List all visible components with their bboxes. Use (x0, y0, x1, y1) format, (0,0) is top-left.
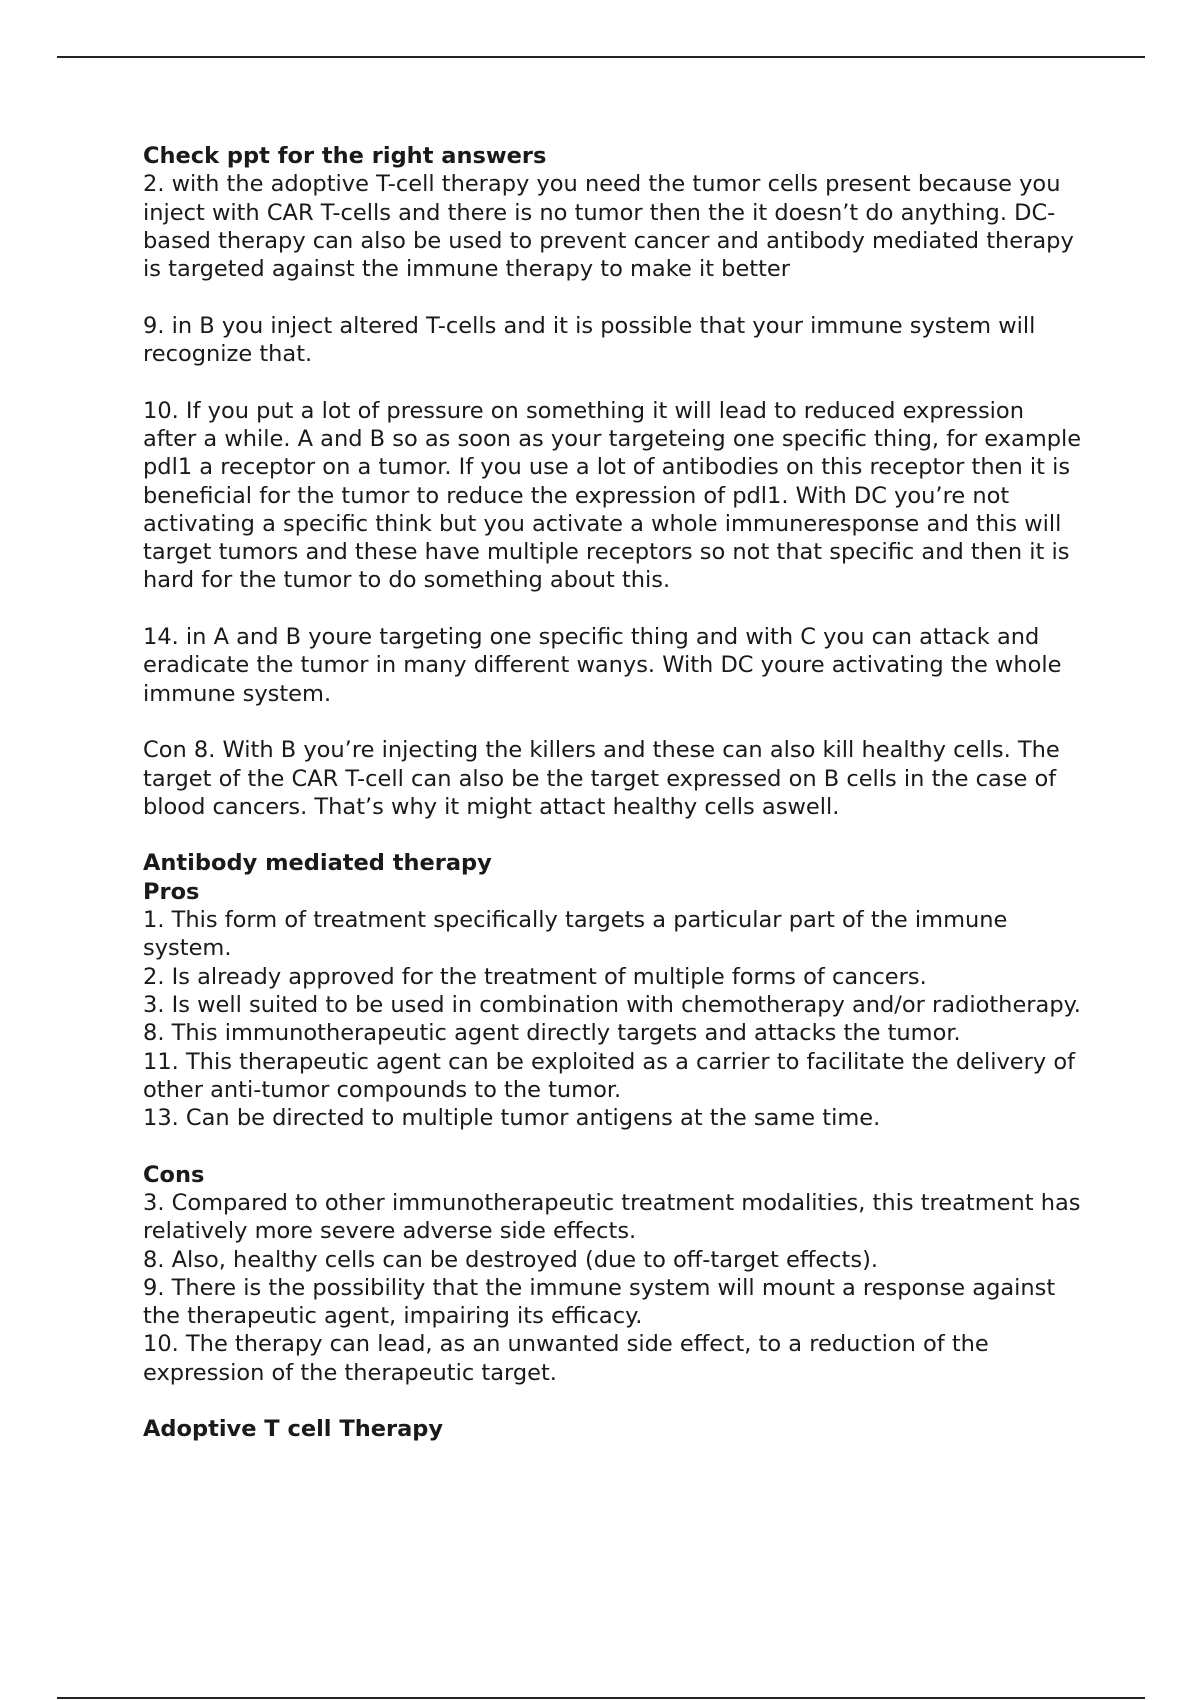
footer-rule (57, 1697, 1145, 1699)
page-content (143, 142, 1083, 1444)
paragraph-gap (143, 368, 1083, 396)
paragraph-gap (143, 1132, 1083, 1160)
section-heading-antibody: Antibody mediated therapy (143, 850, 492, 877)
cons-heading: Cons (143, 1161, 205, 1188)
paragraph-gap (143, 708, 1083, 736)
pros-item: 13. Can be directed to multiple tumor antigens at the same time. (143, 1105, 881, 1132)
cons-item: 9. There is the possibility that the immune system will mount a response against the therapeutic agent, impairing its efficacy. (143, 1274, 1056, 1330)
cons-item: 10. The therapy can lead, as an unwanted side effect, to a reduction of the expression of the therapeutic target. (143, 1331, 989, 1386)
pros-item: 1. This form of treatment specifically targets a particular part of the immune system. (143, 907, 1008, 962)
pros-item: 3. Is well suited to be used in combination with chemotherapy and/or radiotherapy. (143, 991, 1081, 1018)
pros-item: 8. This immunotherapeutic agent directly targets and attacks the tumor. (143, 1020, 961, 1047)
answer-paragraph: 10. If you put a lot of pressure on something it will lead to reduced expression after a while. A and B so as soon as your targeteing one specific thing, for example pdl1 a receptor on a tumor. If you use a lot of antibodies on this receptor then it is beneficial for the tumor to reduce the expression of pdl1. With DC you’re not activating a specific think but you activate a whole immuneresponse and this will target tumors and these have multiple receptors so not that specific and then it is hard for the tumor to do something about this. (143, 397, 1082, 594)
section-heading-check-ppt: Check ppt for the right answers (143, 143, 547, 169)
cons-item: 3. Compared to other immunotherapeutic treatment modalities, this treatment has relatively more severe adverse side effects. (143, 1189, 1081, 1245)
section-heading-adoptive: Adoptive T cell Therapy (143, 1416, 444, 1443)
answer-paragraph: 9. in B you inject altered T-cells and it is possible that your immune system will recognize that. (143, 312, 1036, 368)
pros-item: 11. This therapeutic agent can be exploited as a carrier to facilitate the delivery of other anti-tumor compounds to the tumor. (143, 1048, 1076, 1103)
paragraph-gap (143, 1387, 1083, 1415)
cons-item: 8. Also, healthy cells can be destroyed (due to off-target effects). (143, 1246, 879, 1273)
paragraph-gap (143, 821, 1083, 849)
paragraph-gap (143, 595, 1083, 623)
header-rule (57, 56, 1145, 58)
answer-paragraph: Con 8. With B you’re injecting the killers and these can also kill healthy cells. The target of the CAR T-cell can also be the target expressed on B cells in the case of blood cancers. That’s why it might attact healthy cells aswell. (143, 737, 1060, 820)
pros-item: 2. Is already approved for the treatment of multiple forms of cancers. (143, 963, 927, 990)
answer-paragraph: 14. in A and B youre targeting one specific thing and with C you can attack and eradicate the tumor in many different wanys. With DC youre activating the whole immune system. (143, 624, 1062, 707)
answer-paragraph: 2. with the adoptive T-cell therapy you need the tumor cells present because you inject with CAR T-cells and there is no tumor then the it doesn’t do anything. DC-based therapy can also be used to prevent cancer and antibody mediated therapy is targeted against the immune therapy to make it better (143, 171, 1074, 283)
pros-heading: Pros (143, 878, 200, 905)
paragraph-gap (143, 283, 1083, 311)
